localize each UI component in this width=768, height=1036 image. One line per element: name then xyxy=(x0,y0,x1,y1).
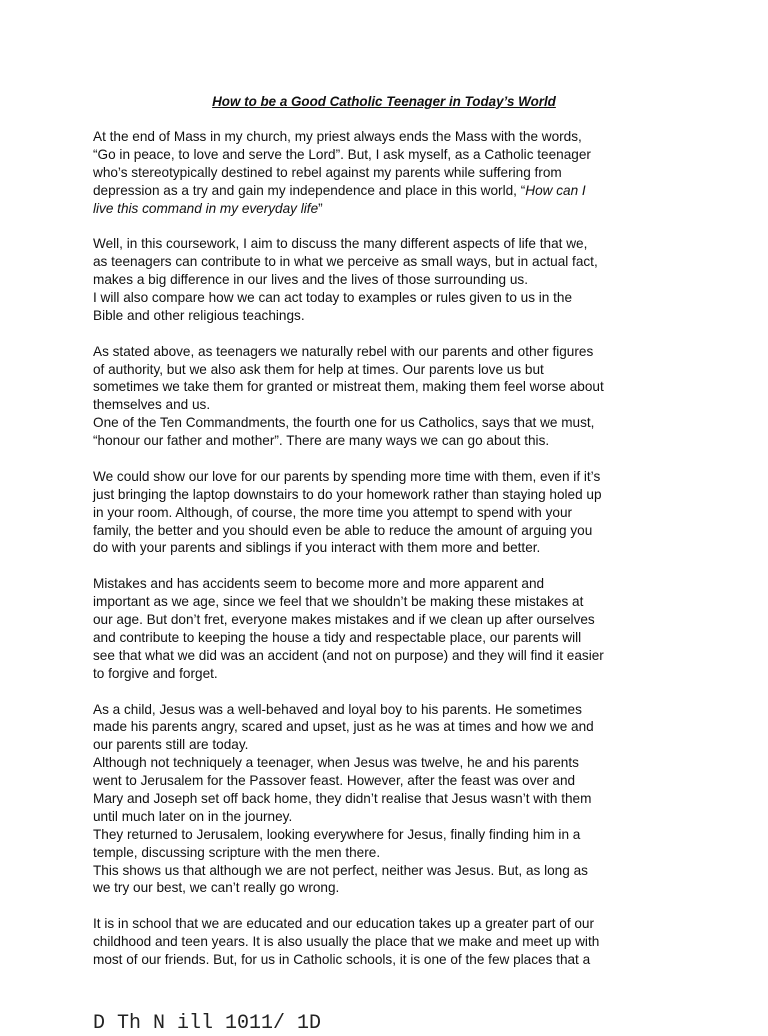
text-line: As a child, Jesus was a well-behaved and loyal boy to his parents. He sometimes xyxy=(93,701,582,717)
text-line: as teenagers can contribute to in what we perceive as small ways, but in actual fact, xyxy=(93,254,598,270)
paragraph xyxy=(93,701,693,898)
text-line: made his parents angry, scared and upset, just as he was at times and how we and xyxy=(93,719,594,735)
paragraph xyxy=(93,128,693,217)
text-line: our age. But don’t fret, everyone makes mistakes and if we clean up after ourselves xyxy=(93,612,595,628)
text-line: “honour our father and mother”. There are many ways we can go about this. xyxy=(93,433,550,449)
text-line: and contribute to keeping the house a tidy and respectable place, our parents will xyxy=(93,629,582,645)
text-line: we try our best, we can’t really go wrong. xyxy=(93,880,340,896)
text-line: of authority, but we also ask them for help at times. Our parents love us but xyxy=(93,361,544,377)
text-line: important as we age, since we feel that we shouldn’t be making these mistakes at xyxy=(93,594,584,610)
text-line: This shows us that although we are not perfect, neither was Jesus. But, as long as xyxy=(93,862,588,878)
text-line: makes a big difference in our lives and the lives of those surrounding us. xyxy=(93,272,528,288)
text-line: “Go in peace, to love and serve the Lord”. But, I ask myself, as a Catholic teenager xyxy=(93,146,591,162)
text-line: in your room. Although, of course, the more time you attempt to spend with your xyxy=(93,504,573,520)
paragraph xyxy=(93,343,693,450)
document-title: How to be a Good Catholic Teenager in Today’s World xyxy=(212,94,556,109)
footer-fragment: D Th N ill 1011/ 1D xyxy=(93,1012,322,1035)
text-line: do with your parents and siblings if you interact with them more and better. xyxy=(93,540,541,556)
text-line: Mistakes and has accidents seem to become more and more apparent and xyxy=(93,576,545,592)
text-line: most of our friends. But, for us in Catholic schools, it is one of the few places that a xyxy=(93,951,591,967)
text-line: We could show our love for our parents by spending more time with them, even if it’s xyxy=(93,468,601,484)
document-body xyxy=(93,128,693,969)
text-line: just bringing the laptop downstairs to do your homework rather than staying holed up xyxy=(93,486,602,502)
text-line: They returned to Jerusalem, looking everywhere for Jesus, finally finding him in a xyxy=(93,826,581,842)
text-line: As stated above, as teenagers we naturally rebel with our parents and other figures xyxy=(93,343,594,359)
text-line: family, the better and you should even be able to reduce the amount of arguing you xyxy=(93,522,593,538)
text-line: It is in school that we are educated and our education takes up a greater part of our xyxy=(93,916,595,932)
paragraph xyxy=(93,575,693,682)
text-line: childhood and teen years. It is also usually the place that we make and meet up with xyxy=(93,934,600,950)
text-line: At the end of Mass in my church, my priest always ends the Mass with the words, xyxy=(93,129,582,144)
text-line: who’s stereotypically destined to rebel against my parents while suffering from xyxy=(93,164,562,180)
text-line: our parents still are today. xyxy=(93,737,249,753)
italic-quote: live this command in my everyday life xyxy=(93,200,319,216)
text-line: depression as a try and gain my independence and place in this world, “How can I xyxy=(93,182,586,198)
text-line: sometimes we take them for granted or mistreat them, making them feel worse about xyxy=(93,379,604,395)
text-line: Mary and Joseph set off back home, they didn’t realise that Jesus wasn’t with them xyxy=(93,790,592,806)
text-line: to forgive and forget. xyxy=(93,665,218,681)
text-line: Although not techniquely a teenager, when Jesus was twelve, he and his parents xyxy=(93,755,579,771)
text-line: themselves and us. xyxy=(93,397,211,413)
text-line: temple, discussing scripture with the men there. xyxy=(93,844,381,860)
text-line: One of the Ten Commandments, the fourth one for us Catholics, says that we must, xyxy=(93,415,595,431)
text-line: see that what we did was an accident (and not on purpose) and they will find it easier xyxy=(93,647,604,663)
text-line: live this command in my everyday life” xyxy=(93,200,323,216)
paragraph xyxy=(93,468,693,557)
paragraph xyxy=(93,235,693,324)
italic-quote: How can I xyxy=(525,182,586,198)
text-line: until much later on in the journey. xyxy=(93,808,293,824)
paragraph xyxy=(93,915,693,969)
text-line: went to Jerusalem for the Passover feast. However, after the feast was over and xyxy=(93,773,576,789)
text-line: Bible and other religious teachings. xyxy=(93,307,305,323)
text-line: Well, in this coursework, I aim to discuss the many different aspects of life that we, xyxy=(93,236,588,252)
text-line: I will also compare how we can act today to examples or rules given to us in the xyxy=(93,290,573,306)
